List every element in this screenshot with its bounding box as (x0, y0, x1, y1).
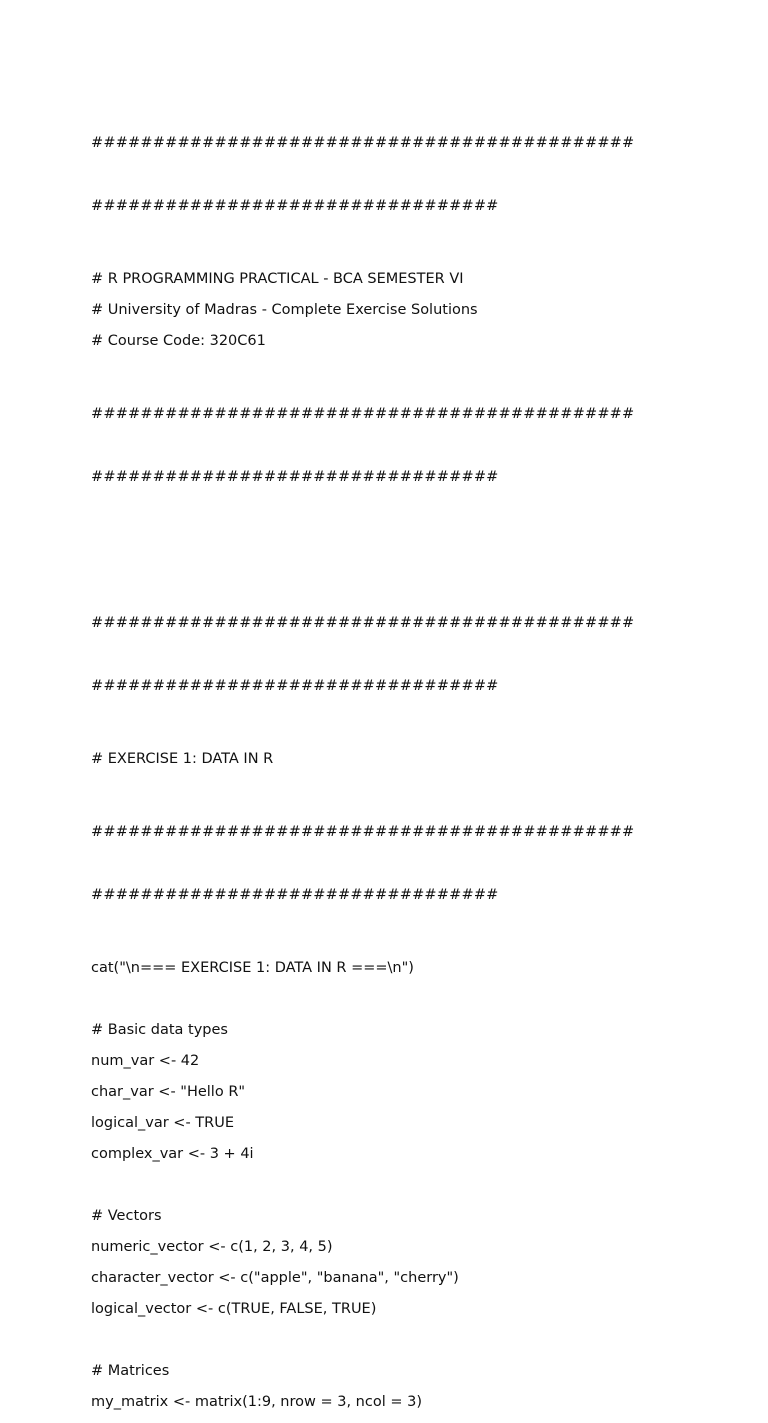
hash-banner-line: ############################################ (91, 135, 635, 151)
university-comment: # University of Madras - Complete Exercise Solutions (91, 302, 478, 318)
hash-banner-line: ################################# (91, 887, 499, 903)
my-matrix-statement: my_matrix <- matrix(1:9, nrow = 3, ncol = 3) (91, 1394, 422, 1410)
hash-banner-top-1 (91, 91, 691, 259)
blank-line (91, 1175, 691, 1196)
hash-banner-line: ############################################ (91, 615, 635, 631)
logical-vector-statement: logical_vector <- c(TRUE, FALSE, TRUE) (91, 1301, 377, 1317)
blank-line (91, 1330, 691, 1351)
cat-statement: cat("\n=== EXERCISE 1: DATA IN R ===\n") (91, 960, 414, 976)
hash-banner-line: ################################# (91, 469, 499, 485)
document-title-comment: # R PROGRAMMING PRACTICAL - BCA SEMESTER VI (91, 271, 464, 287)
basic-types-comment: # Basic data types (91, 1022, 228, 1038)
blank-line (91, 540, 691, 561)
character-vector-statement: character_vector <- c("apple", "banana", "cherry") (91, 1270, 459, 1286)
hash-banner-top-2 (91, 362, 691, 530)
char-var-statement: char_var <- "Hello R" (91, 1084, 246, 1100)
hash-banner-line: ############################################ (91, 406, 635, 422)
numeric-vector-statement: numeric_vector <- c(1, 2, 3, 4, 5) (91, 1239, 333, 1255)
hash-banner-line: ############################################ (91, 824, 635, 840)
logical-var-statement: logical_var <- TRUE (91, 1115, 235, 1131)
complex-var-statement: complex_var <- 3 + 4i (91, 1146, 254, 1162)
course-code-comment: # Course Code: 320C61 (91, 333, 266, 349)
document-page (91, 91, 691, 1423)
blank-line (91, 989, 691, 1010)
num-var-statement: num_var <- 42 (91, 1053, 200, 1069)
exercise-heading-comment: # EXERCISE 1: DATA IN R (91, 751, 274, 767)
hash-banner-line: ################################# (91, 678, 499, 694)
hash-banner-line: ################################# (91, 198, 499, 214)
hash-banner-exercise-1 (91, 571, 691, 739)
vectors-comment: # Vectors (91, 1208, 162, 1224)
matrices-comment: # Matrices (91, 1363, 170, 1379)
hash-banner-exercise-2 (91, 780, 691, 948)
